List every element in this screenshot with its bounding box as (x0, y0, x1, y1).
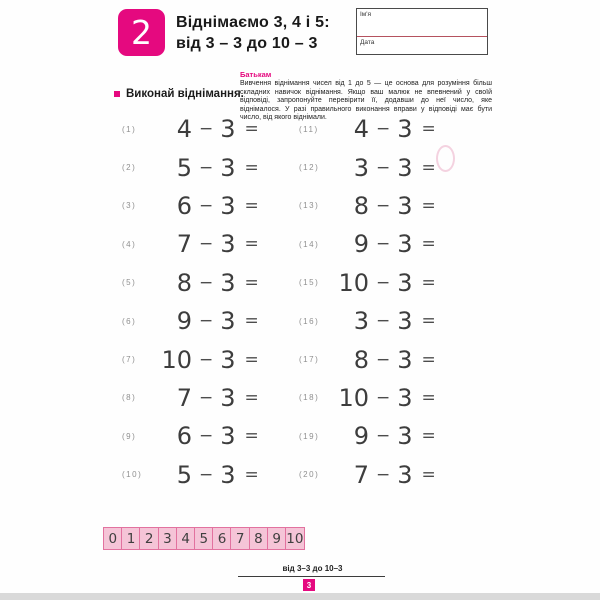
equals-sign: = (244, 464, 259, 485)
equals-sign: = (244, 157, 259, 178)
minuend: 9 (353, 230, 369, 259)
exercise-number: (11) (299, 124, 319, 134)
number-line-cell: 10 (285, 527, 305, 550)
exercise-row-8 (122, 379, 259, 417)
minus-sign: − (199, 195, 214, 216)
minus-sign: − (199, 387, 214, 408)
exercise-number: (14) (299, 239, 320, 249)
equals-sign: = (421, 119, 436, 140)
equals-sign: = (244, 426, 259, 447)
subtrahend: 3 (220, 422, 236, 451)
exercise-row-17 (299, 340, 436, 378)
number-line-cell: 3 (158, 527, 178, 550)
equals-sign: = (421, 157, 436, 178)
subtrahend: 3 (220, 345, 236, 374)
lesson-number: 2 (131, 13, 152, 52)
exercise-number: (10) (122, 470, 143, 480)
minus-sign: − (376, 195, 391, 216)
bullet-square-icon (114, 91, 120, 97)
minuend: 10 (161, 345, 192, 374)
number-line-cell: 9 (267, 527, 287, 550)
exercise-row-5 (122, 264, 259, 302)
minuend: 7 (353, 460, 369, 489)
minus-sign: − (376, 311, 391, 332)
equals-sign: = (421, 195, 436, 216)
exercise-row-6 (122, 302, 259, 340)
exercise-column-left (122, 110, 259, 494)
minus-sign: − (199, 311, 214, 332)
minus-sign: − (376, 272, 391, 293)
exercise-row-9 (122, 417, 259, 455)
equals-sign: = (421, 311, 436, 332)
equals-sign: = (244, 272, 259, 293)
minuend: 4 (353, 115, 369, 144)
minuend: 7 (176, 230, 192, 259)
exercise-row-13 (299, 187, 436, 225)
exercise-number: (20) (299, 470, 320, 480)
exercise-column-right (299, 110, 436, 494)
equals-sign: = (421, 426, 436, 447)
title-line-1: Віднімаємо 3, 4 і 5: (176, 14, 330, 31)
exercise-row-14 (299, 225, 436, 263)
subtrahend: 3 (397, 230, 413, 259)
minus-sign: − (376, 119, 391, 140)
equals-sign: = (421, 234, 436, 255)
number-line-cell: 0 (103, 527, 123, 550)
date-field (357, 36, 487, 54)
equals-sign: = (421, 387, 436, 408)
subtrahend: 3 (397, 422, 413, 451)
equals-sign: = (244, 349, 259, 370)
exercise-number: (12) (299, 163, 320, 173)
subtrahend: 3 (397, 460, 413, 489)
instruction (114, 88, 244, 100)
minuend: 6 (176, 191, 192, 220)
subtrahend: 3 (397, 383, 413, 412)
minus-sign: − (199, 234, 214, 255)
page-title (176, 12, 330, 54)
minuend: 9 (353, 422, 369, 451)
minuend: 10 (338, 268, 369, 297)
subtrahend: 3 (220, 460, 236, 489)
minus-sign: − (376, 464, 391, 485)
number-line-cell: 4 (176, 527, 196, 550)
name-date-box (356, 8, 488, 55)
exercise-number: (5) (122, 278, 137, 288)
subtrahend: 3 (220, 268, 236, 297)
exercise-row-18 (299, 379, 436, 417)
exercise-row-20 (299, 456, 436, 494)
subtrahend: 3 (220, 115, 236, 144)
exercise-number: (17) (299, 355, 320, 365)
minus-sign: − (199, 272, 214, 293)
exercise-number: (4) (122, 239, 137, 249)
subtrahend: 3 (397, 307, 413, 336)
number-line-cell: 6 (212, 527, 232, 550)
minus-sign: − (376, 426, 391, 447)
exercise-number: (16) (299, 316, 320, 326)
title-line-2: від 3 – 3 до 10 – 3 (176, 35, 318, 52)
exercise-row-1 (122, 110, 259, 148)
equals-sign: = (244, 234, 259, 255)
equals-sign: = (244, 119, 259, 140)
exercise-number: (19) (299, 431, 320, 441)
subtrahend: 3 (397, 345, 413, 374)
equals-sign: = (244, 195, 259, 216)
minuend: 5 (176, 460, 192, 489)
number-line-cell: 7 (230, 527, 250, 550)
minuend: 5 (176, 153, 192, 182)
exercise-row-7 (122, 340, 259, 378)
subtrahend: 3 (220, 191, 236, 220)
equals-sign: = (244, 311, 259, 332)
equals-sign: = (421, 464, 436, 485)
minus-sign: − (199, 426, 214, 447)
parents-note-body: Вивчення віднімання чисел від 1 до 5 — це основа для розуміння більш складних навичок віднімання. Якщо ваш малюк не впевнений у своїй відповіді, запропонуйте перевірити її, додавши до неї число, яке віднімалося. У разі правильного виконання вправи у відповіді має бути число, від якого віднімали. (240, 80, 492, 122)
minuend: 4 (176, 115, 192, 144)
subtrahend: 3 (220, 230, 236, 259)
minuend: 9 (176, 307, 192, 336)
minuend: 8 (353, 345, 369, 374)
minuend: 10 (338, 383, 369, 412)
page-number-badge (303, 579, 315, 591)
number-line-strip (103, 527, 305, 550)
subtrahend: 3 (397, 115, 413, 144)
exercise-row-11 (299, 110, 436, 148)
name-field (357, 9, 487, 36)
exercise-row-19 (299, 417, 436, 455)
page-number: 3 (306, 580, 312, 590)
equals-sign: = (421, 272, 436, 293)
minuend: 7 (176, 383, 192, 412)
exercise-row-12 (299, 148, 436, 186)
subtrahend: 3 (397, 191, 413, 220)
lesson-number-badge (118, 9, 165, 56)
minus-sign: − (376, 349, 391, 370)
exercise-number: (8) (122, 393, 137, 403)
footer-range-label: від 3–3 до 10–3 (282, 564, 343, 573)
minus-sign: − (376, 157, 391, 178)
number-line-cell: 2 (139, 527, 159, 550)
exercise-number: (9) (122, 431, 137, 441)
exercise-row-16 (299, 302, 436, 340)
minus-sign: − (199, 157, 214, 178)
exercise-row-3 (122, 187, 259, 225)
subtrahend: 3 (397, 268, 413, 297)
footer-divider (238, 576, 385, 577)
exercise-row-10 (122, 456, 259, 494)
minus-sign: − (199, 349, 214, 370)
exercise-row-2 (122, 148, 259, 186)
exercise-row-15 (299, 264, 436, 302)
minuend: 3 (353, 153, 369, 182)
number-line-cell: 8 (249, 527, 269, 550)
exercise-number: (15) (299, 278, 320, 288)
exercise-number: (7) (122, 355, 137, 365)
minuend: 8 (353, 191, 369, 220)
equals-sign: = (244, 387, 259, 408)
subtrahend: 3 (397, 153, 413, 182)
minus-sign: − (199, 464, 214, 485)
exercise-number: (13) (299, 201, 320, 211)
subtrahend: 3 (220, 307, 236, 336)
number-line-cell: 1 (121, 527, 141, 550)
minuend: 8 (176, 268, 192, 297)
exercise-number: (18) (299, 393, 320, 403)
exercise-number: (6) (122, 316, 137, 326)
minus-sign: − (199, 119, 214, 140)
exercise-row-4 (122, 225, 259, 263)
minuend: 3 (353, 307, 369, 336)
minus-sign: − (376, 387, 391, 408)
exercise-number: (2) (122, 163, 137, 173)
scan-bottom-edge (0, 593, 600, 600)
minus-sign: − (376, 234, 391, 255)
exercise-number: (1) (122, 124, 137, 134)
faint-erased-answer-mark (436, 145, 455, 172)
minuend: 6 (176, 422, 192, 451)
equals-sign: = (421, 349, 436, 370)
date-label: Дата (360, 39, 375, 46)
number-line-cell: 5 (194, 527, 214, 550)
subtrahend: 3 (220, 153, 236, 182)
name-label: Ім'я (360, 11, 372, 18)
parents-note-heading: Батькам (240, 70, 272, 79)
instruction-text: Виконай віднімання. (126, 88, 244, 100)
subtrahend: 3 (220, 383, 236, 412)
exercise-number: (3) (122, 201, 137, 211)
